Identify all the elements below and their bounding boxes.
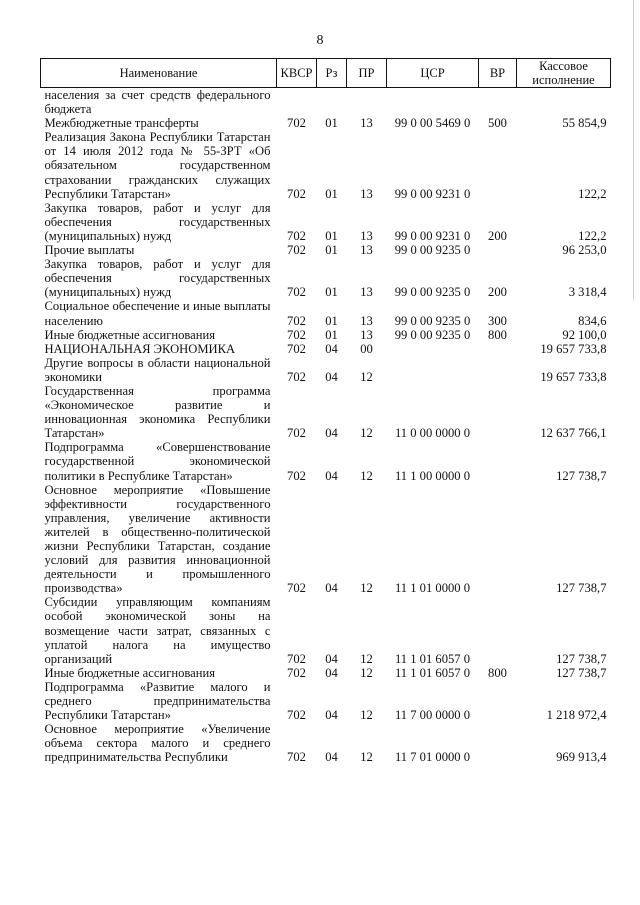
- cell-vr: 200: [488, 285, 507, 300]
- cell-name: Государственная программа «Экономическое развитие и инновационная экономика Республики Татарстан»: [44, 383, 271, 441]
- cell-rz: 04: [325, 426, 338, 441]
- table-row: [41, 257, 611, 299]
- header-rz: Рз: [317, 59, 347, 88]
- cell-vr: [479, 243, 517, 257]
- cell-name: Подпрограмма «Развитие малого и среднего предпринимательства Республики Татарстан»: [44, 679, 271, 723]
- cell-vr: [479, 483, 517, 596]
- cell-pr: 12: [360, 581, 373, 596]
- cell-vr: 800: [488, 665, 507, 680]
- cell-name: Прочие выплаты: [44, 243, 135, 258]
- cell-rz: 01: [325, 116, 338, 131]
- cell-rz: 01: [325, 243, 338, 258]
- cell-rz: 01: [325, 313, 338, 328]
- cell-csr: 11 1 00 0000 0: [394, 468, 471, 483]
- cell-csr: 99 0 00 9235 0: [394, 243, 471, 258]
- cell-name: Иные бюджетные ассигнования: [44, 327, 216, 342]
- cell-csr: 11 7 00 0000 0: [394, 708, 471, 723]
- cell-kvsr: 702: [287, 750, 306, 765]
- cell-name: Иные бюджетные ассигнования: [44, 665, 216, 680]
- cell-name: Субсидии управляющим компаниям особой экономической зоны на возмещение части затрат, связанных с уплатой налога на имущество организаций: [44, 595, 271, 666]
- cell-pr: [347, 88, 387, 117]
- cell-csr: [387, 88, 479, 117]
- cell-csr: [387, 342, 479, 356]
- cell-amount: 122,2: [578, 228, 607, 243]
- cell-amount: 127 738,7: [556, 468, 607, 483]
- cell-amount: 122,2: [578, 186, 607, 201]
- cell-csr: 11 0 00 0000 0: [394, 426, 471, 441]
- cell-vr: [479, 342, 517, 356]
- table-row: [41, 299, 611, 327]
- cell-rz: 04: [325, 651, 338, 666]
- cell-vr: [479, 595, 517, 665]
- cell-kvsr: 702: [287, 116, 306, 131]
- cell-csr: 99 0 00 9235 0: [394, 313, 471, 328]
- cell-rz: 04: [325, 468, 338, 483]
- cell-name: населения за счет средств федерального бюджета: [44, 88, 271, 117]
- cell-vr: [479, 356, 517, 384]
- table-row: [41, 384, 611, 440]
- table-row: [41, 440, 611, 482]
- table-row: [41, 88, 611, 117]
- header-pr: ПР: [347, 59, 387, 88]
- cell-vr: 300: [488, 313, 507, 328]
- cell-name: Закупка товаров, работ и услуг для обеспечения государственных (муниципальных) нужд: [44, 257, 271, 300]
- cell-amount: 92 100,0: [562, 327, 607, 342]
- header-amount: Кассовое исполнение: [517, 59, 611, 88]
- cell-kvsr: 702: [287, 228, 306, 243]
- cell-kvsr: 702: [287, 426, 306, 441]
- header-csr: ЦСР: [387, 59, 479, 88]
- cell-pr: 12: [360, 468, 373, 483]
- cell-rz: 04: [325, 750, 338, 765]
- cell-csr: 99 0 00 9231 0: [394, 228, 471, 243]
- cell-rz: 04: [325, 581, 338, 596]
- cell-vr: 200: [488, 228, 507, 243]
- cell-pr: 12: [360, 708, 373, 723]
- cell-pr: 00: [360, 341, 373, 356]
- cell-name: Другие вопросы в области национальной экономики: [44, 355, 271, 384]
- cell-amount: 969 913,4: [556, 750, 607, 765]
- header-vr: ВР: [479, 59, 517, 88]
- cell-amount: 55 854,9: [562, 116, 607, 131]
- cell-kvsr: 702: [287, 665, 306, 680]
- cell-rz: 04: [325, 341, 338, 356]
- cell-amount: [517, 88, 611, 117]
- cell-csr: 11 1 01 6057 0: [394, 665, 471, 680]
- cell-vr: [479, 440, 517, 482]
- scan-edge-line: [633, 0, 634, 300]
- cell-vr: [479, 384, 517, 440]
- cell-rz: 01: [325, 285, 338, 300]
- cell-kvsr: 702: [287, 186, 306, 201]
- cell-pr: 13: [360, 186, 373, 201]
- cell-pr: 12: [360, 665, 373, 680]
- cell-pr: 13: [360, 285, 373, 300]
- cell-name: Основное мероприятие «Увеличение объема сектора малого и среднего предпринимательства Республики: [44, 722, 271, 765]
- cell-kvsr: 702: [287, 285, 306, 300]
- cell-amount: 1 218 972,4: [546, 708, 607, 723]
- page-number: 8: [316, 33, 324, 48]
- table-row: [41, 483, 611, 596]
- table-row: [41, 130, 611, 200]
- table-row: [41, 201, 611, 243]
- cell-csr: 11 1 01 6057 0: [394, 651, 471, 666]
- cell-kvsr: 702: [287, 327, 306, 342]
- cell-vr: 800: [488, 327, 507, 342]
- cell-kvsr: 702: [287, 708, 306, 723]
- cell-kvsr: 702: [287, 243, 306, 258]
- cell-kvsr: 702: [287, 313, 306, 328]
- cell-csr: 99 0 00 5469 0: [394, 116, 471, 131]
- cell-csr: 11 7 01 0000 0: [394, 750, 471, 765]
- cell-vr: [479, 130, 517, 200]
- cell-amount: 127 738,7: [556, 665, 607, 680]
- cell-vr: [479, 680, 517, 722]
- cell-rz: 04: [325, 369, 338, 384]
- cell-name: Межбюджетные трансферты: [44, 116, 199, 131]
- cell-pr: 12: [360, 426, 373, 441]
- cell-vr: [479, 88, 517, 117]
- cell-name: Реализация Закона Республики Татарстан от 14 июля 2012 года № 55-ЗРТ «Об обязательном государственном страховании гражданских служащих Республики Татарстан»: [44, 130, 271, 201]
- table-row: [41, 116, 611, 130]
- cell-rz: 01: [325, 228, 338, 243]
- table-row: [41, 356, 611, 384]
- header-kvsr: КВСР: [277, 59, 317, 88]
- table-row: [41, 342, 611, 356]
- cell-csr: 11 1 01 0000 0: [394, 581, 471, 596]
- cell-amount: 12 637 766,1: [540, 426, 607, 441]
- cell-pr: 13: [360, 228, 373, 243]
- cell-amount: 19 657 733,8: [540, 369, 607, 384]
- table-row: [41, 328, 611, 342]
- cell-name: Основное мероприятие «Повышение эффективности государственного управления, увеличение активности жителей в общественно-политической жизни Республики Татарстан, создание условий для развития инновационной деятельности и промышленного производства»: [44, 482, 271, 596]
- cell-kvsr: 702: [287, 651, 306, 666]
- cell-name: Социальное обеспечение и иные выплаты населению: [44, 299, 271, 328]
- cell-csr: 99 0 00 9235 0: [394, 327, 471, 342]
- cell-kvsr: 702: [287, 581, 306, 596]
- cell-name: Закупка товаров, работ и услуг для обеспечения государственных (муниципальных) нужд: [44, 200, 271, 243]
- cell-kvsr: 702: [287, 468, 306, 483]
- cell-csr: 99 0 00 9235 0: [394, 285, 471, 300]
- cell-rz: 04: [325, 665, 338, 680]
- cell-pr: 12: [360, 651, 373, 666]
- cell-amount: 834,6: [578, 313, 607, 328]
- cell-kvsr: 702: [287, 341, 306, 356]
- cell-amount: 96 253,0: [562, 243, 607, 258]
- cell-csr: 99 0 00 9231 0: [394, 186, 471, 201]
- cell-pr: 13: [360, 313, 373, 328]
- cell-pr: 13: [360, 116, 373, 131]
- table-row: [41, 680, 611, 722]
- cell-vr: [479, 722, 517, 764]
- cell-pr: 12: [360, 750, 373, 765]
- table-row: [41, 243, 611, 257]
- table-header-row: [41, 59, 611, 88]
- cell-amount: 127 738,7: [556, 581, 607, 596]
- cell-pr: 12: [360, 369, 373, 384]
- cell-name: НАЦИОНАЛЬНАЯ ЭКОНОМИКА: [44, 341, 236, 356]
- cell-kvsr: [277, 88, 317, 117]
- cell-amount: 127 738,7: [556, 651, 607, 666]
- cell-name: Подпрограмма «Совершенствование государственной экономической политики в Республике Татарстан»: [44, 440, 271, 483]
- cell-amount: 19 657 733,8: [540, 341, 607, 356]
- table-row: [41, 666, 611, 680]
- cell-rz: 01: [325, 186, 338, 201]
- cell-kvsr: 702: [287, 369, 306, 384]
- cell-rz: 01: [325, 327, 338, 342]
- cell-rz: [317, 88, 347, 117]
- header-name: Наименование: [41, 59, 277, 88]
- table-row: [41, 722, 611, 764]
- cell-rz: 04: [325, 708, 338, 723]
- table-row: [41, 595, 611, 665]
- cell-amount: 3 318,4: [568, 285, 607, 300]
- cell-csr: [387, 356, 479, 384]
- cell-pr: 13: [360, 327, 373, 342]
- cell-pr: 13: [360, 243, 373, 258]
- cell-vr: 500: [488, 116, 507, 131]
- budget-table: [40, 58, 611, 765]
